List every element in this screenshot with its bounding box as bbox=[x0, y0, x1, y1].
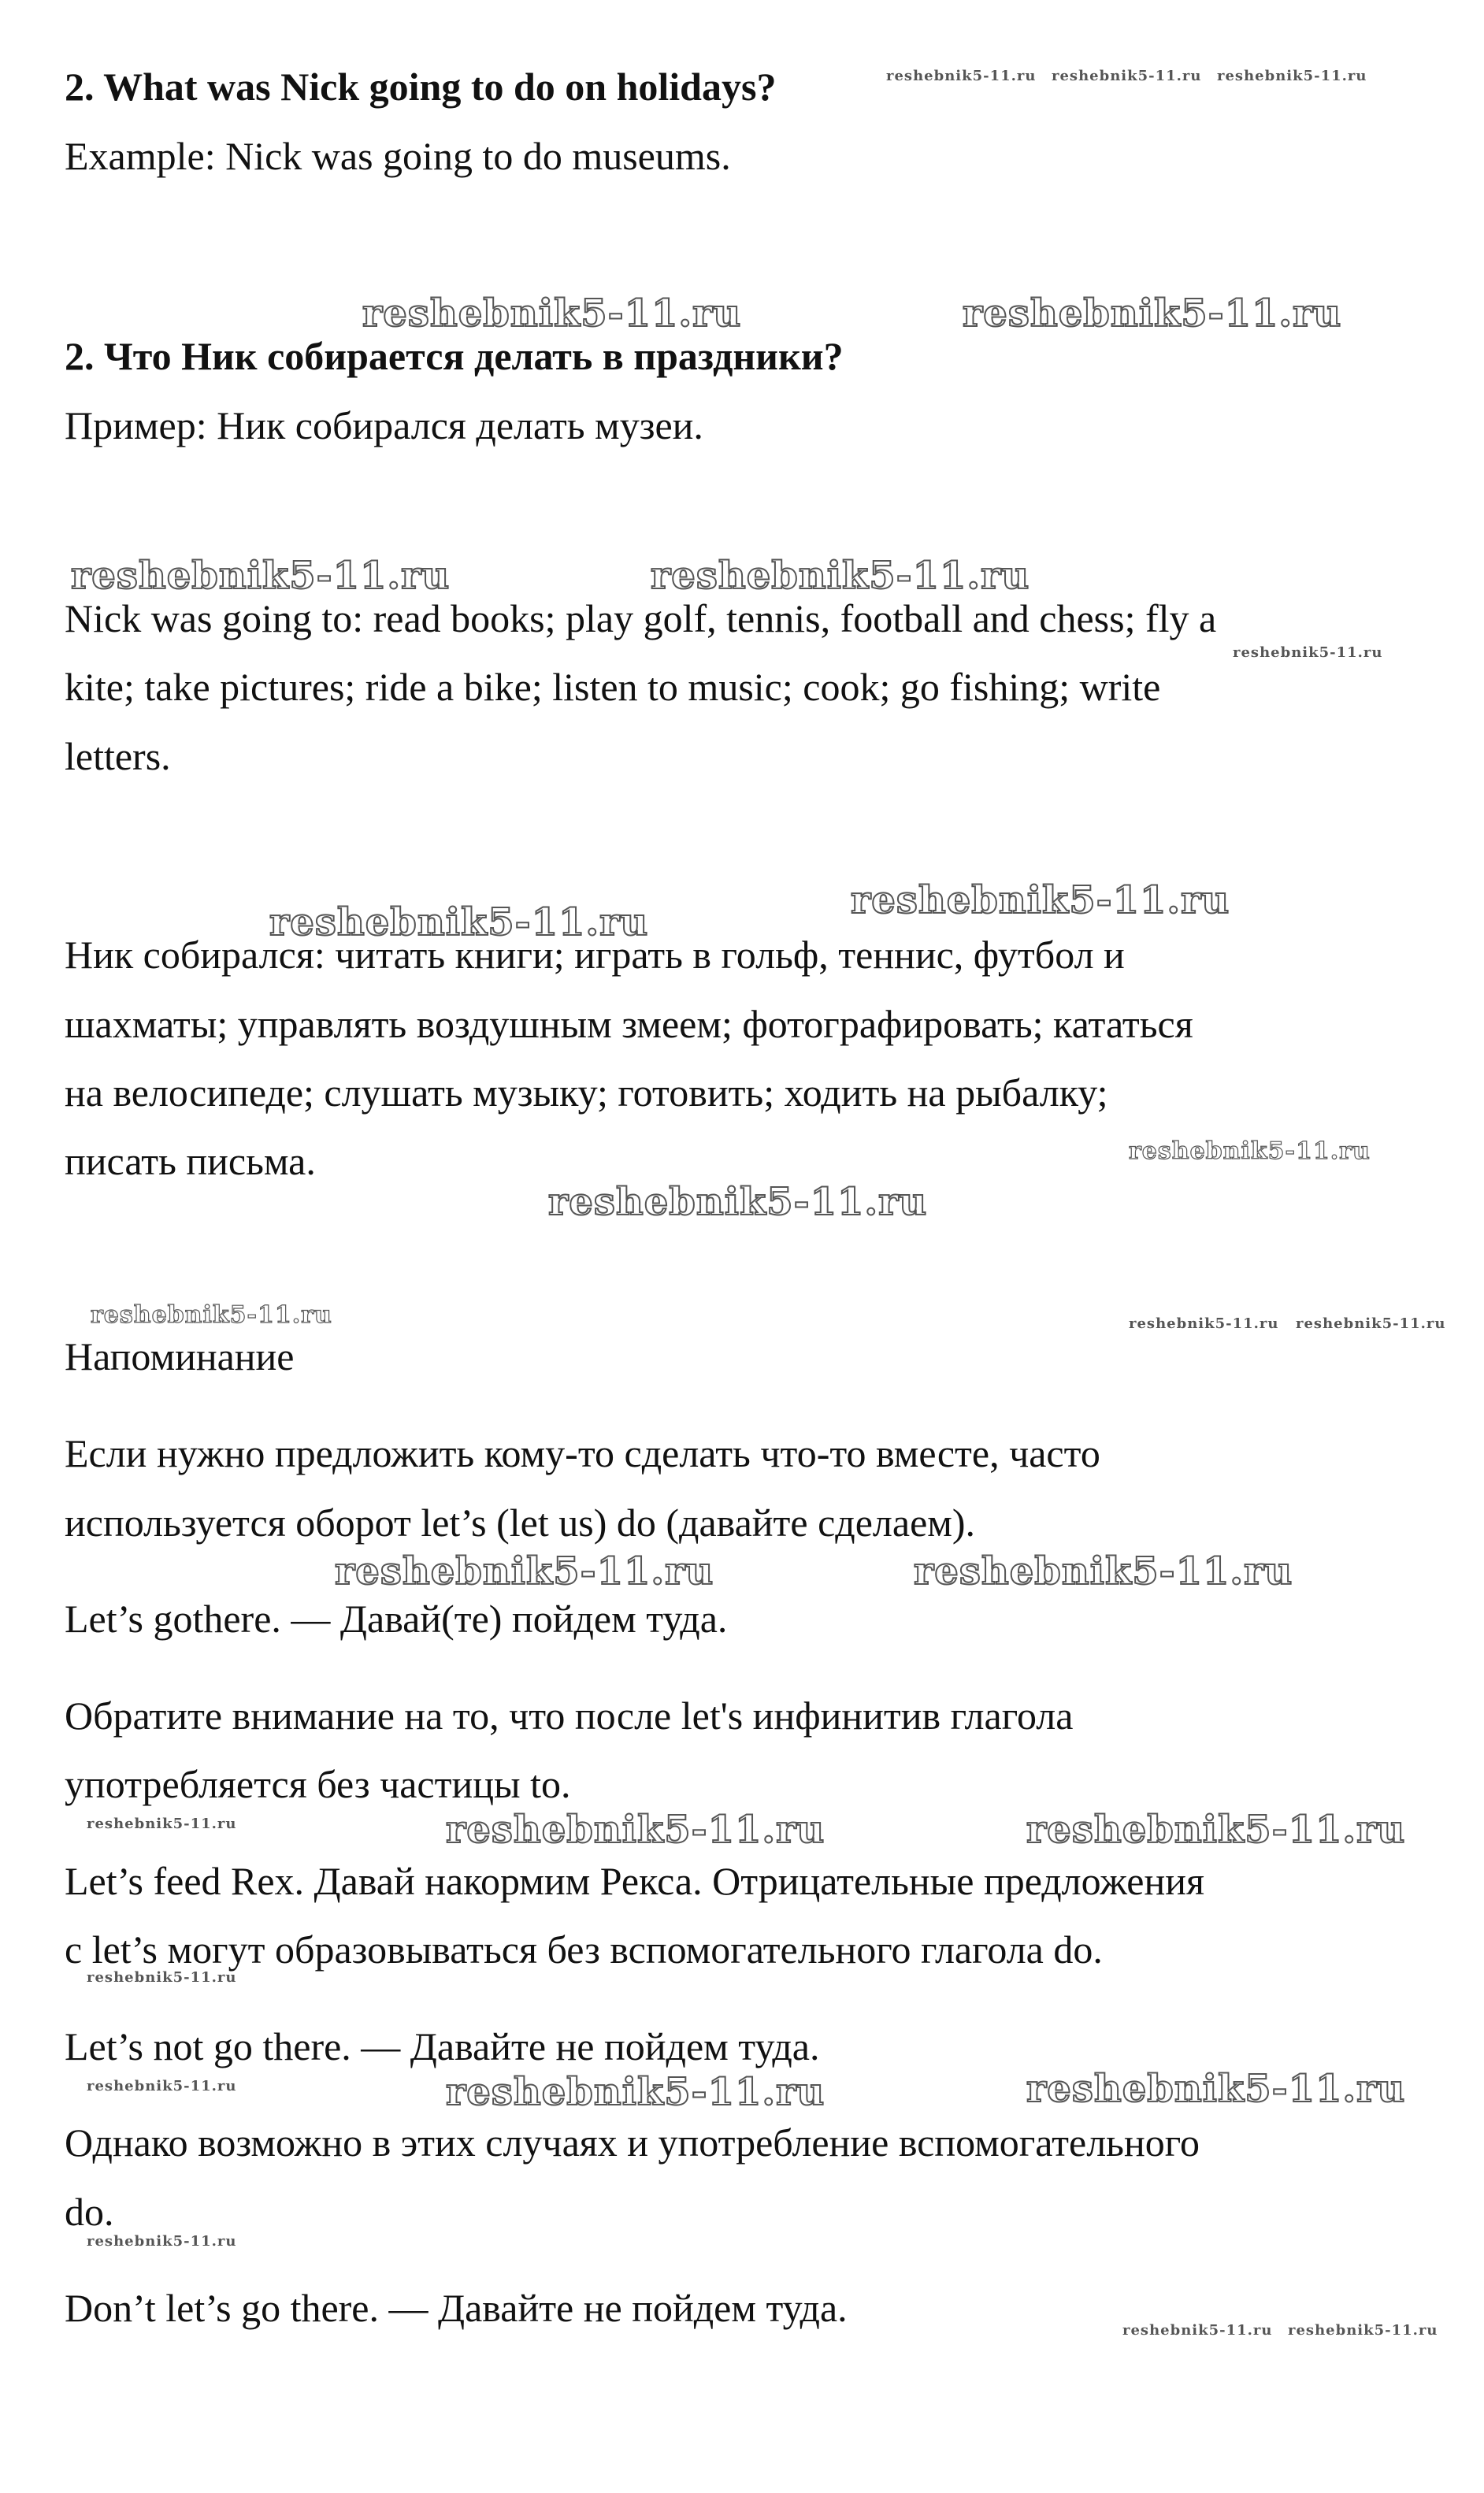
question-heading-en: 2. What was Nick going to do on holidays? bbox=[65, 65, 777, 109]
example-en: Example: Nick was going to do museums. bbox=[65, 134, 731, 178]
watermark: reshebnik5-11.ru bbox=[87, 1816, 237, 1832]
reminder-line-9: Однако возможно в этих случаях и употребление вспомогательного bbox=[65, 2120, 1200, 2165]
answer-en-line-1: Nick was going to: read books; play golf, tennis, football and chess; fly a bbox=[65, 596, 1217, 640]
watermark: reshebnik5-11.ru bbox=[1129, 1315, 1279, 1332]
reminder-line-10: do. bbox=[65, 2190, 114, 2234]
watermark: reshebnik5-11.ru bbox=[963, 291, 1342, 336]
example-ru: Пример: Ник собирался делать музеи. bbox=[65, 403, 703, 447]
watermark: reshebnik5-11.ru bbox=[1129, 1137, 1371, 1165]
watermark: reshebnik5-11.ru bbox=[1217, 68, 1367, 84]
answer-en-line-2: kite; take pictures; ride a bike; listen to music; cook; go fishing; write bbox=[65, 665, 1161, 709]
watermark: reshebnik5-11.ru bbox=[446, 1808, 825, 1852]
watermark: reshebnik5-11.ru bbox=[87, 2233, 237, 2250]
answer-ru-line-3: на велосипеде; слушать музыку; готовить; ходить на рыбалку; bbox=[65, 1070, 1108, 1115]
reminder-line-5: употребляется без частицы to. bbox=[65, 1762, 571, 1806]
reminder-title: Напоминание bbox=[65, 1334, 295, 1378]
watermark: reshebnik5-11.ru bbox=[1122, 2322, 1273, 2339]
reminder-line-8: Let’s not go there. — Давайте не пойдем туда. bbox=[65, 2024, 820, 2068]
reminder-line-7: с let’s могут образовываться без вспомогательного глагола do. bbox=[65, 1927, 1103, 1972]
watermark: reshebnik5-11.ru bbox=[362, 291, 742, 336]
watermark: reshebnik5-11.ru bbox=[1296, 1315, 1446, 1332]
watermark: reshebnik5-11.ru bbox=[1026, 2067, 1406, 2111]
reminder-line-1: Если нужно предложить кому-то сделать что-то вместе, часто bbox=[65, 1431, 1100, 1475]
reminder-line-11: Don’t let’s go there. — Давайте не пойдем туда. bbox=[65, 2286, 848, 2330]
watermark: reshebnik5-11.ru bbox=[886, 68, 1037, 84]
watermark: reshebnik5-11.ru bbox=[1026, 1808, 1406, 1852]
reminder-line-2: используется оборот let’s (let us) do (давайте сделаем). bbox=[65, 1501, 976, 1545]
answer-ru-line-1: Ник собирался: читать книги; играть в гольф, теннис, футбол и bbox=[65, 933, 1125, 977]
watermark: reshebnik5-11.ru bbox=[1288, 2322, 1438, 2339]
answer-ru-line-2: шахматы; управлять воздушным змеем; фотографировать; кататься bbox=[65, 1002, 1193, 1046]
watermark: reshebnik5-11.ru bbox=[269, 900, 649, 944]
watermark: reshebnik5-11.ru bbox=[1052, 68, 1202, 84]
watermark: reshebnik5-11.ru bbox=[1233, 644, 1383, 661]
watermark: reshebnik5-11.ru bbox=[446, 2070, 825, 2114]
answer-en-line-3: letters. bbox=[65, 734, 171, 778]
watermark: reshebnik5-11.ru bbox=[651, 554, 1030, 598]
reminder-line-6: Let’s feed Rex. Давай накормим Рекса. Отрицательные предложения bbox=[65, 1859, 1204, 1903]
watermark: reshebnik5-11.ru bbox=[914, 1549, 1293, 1593]
watermark: reshebnik5-11.ru bbox=[335, 1549, 714, 1593]
reminder-line-3: Let’s gothere. — Давай(те) пойдем туда. bbox=[65, 1597, 728, 1641]
reminder-line-4: Обратите внимание на то, что после let's инфинитив глагола bbox=[65, 1694, 1074, 1738]
watermark: reshebnik5-11.ru bbox=[548, 1180, 928, 1224]
watermark: reshebnik5-11.ru bbox=[87, 2078, 237, 2094]
watermark: reshebnik5-11.ru bbox=[851, 878, 1230, 922]
watermark: reshebnik5-11.ru bbox=[91, 1301, 332, 1329]
answer-ru-line-4: писать письма. bbox=[65, 1139, 316, 1183]
watermark: reshebnik5-11.ru bbox=[87, 1969, 237, 1986]
question-heading-ru: 2. Что Ник собирается делать в праздники? bbox=[65, 334, 844, 378]
watermark: reshebnik5-11.ru bbox=[71, 554, 451, 598]
